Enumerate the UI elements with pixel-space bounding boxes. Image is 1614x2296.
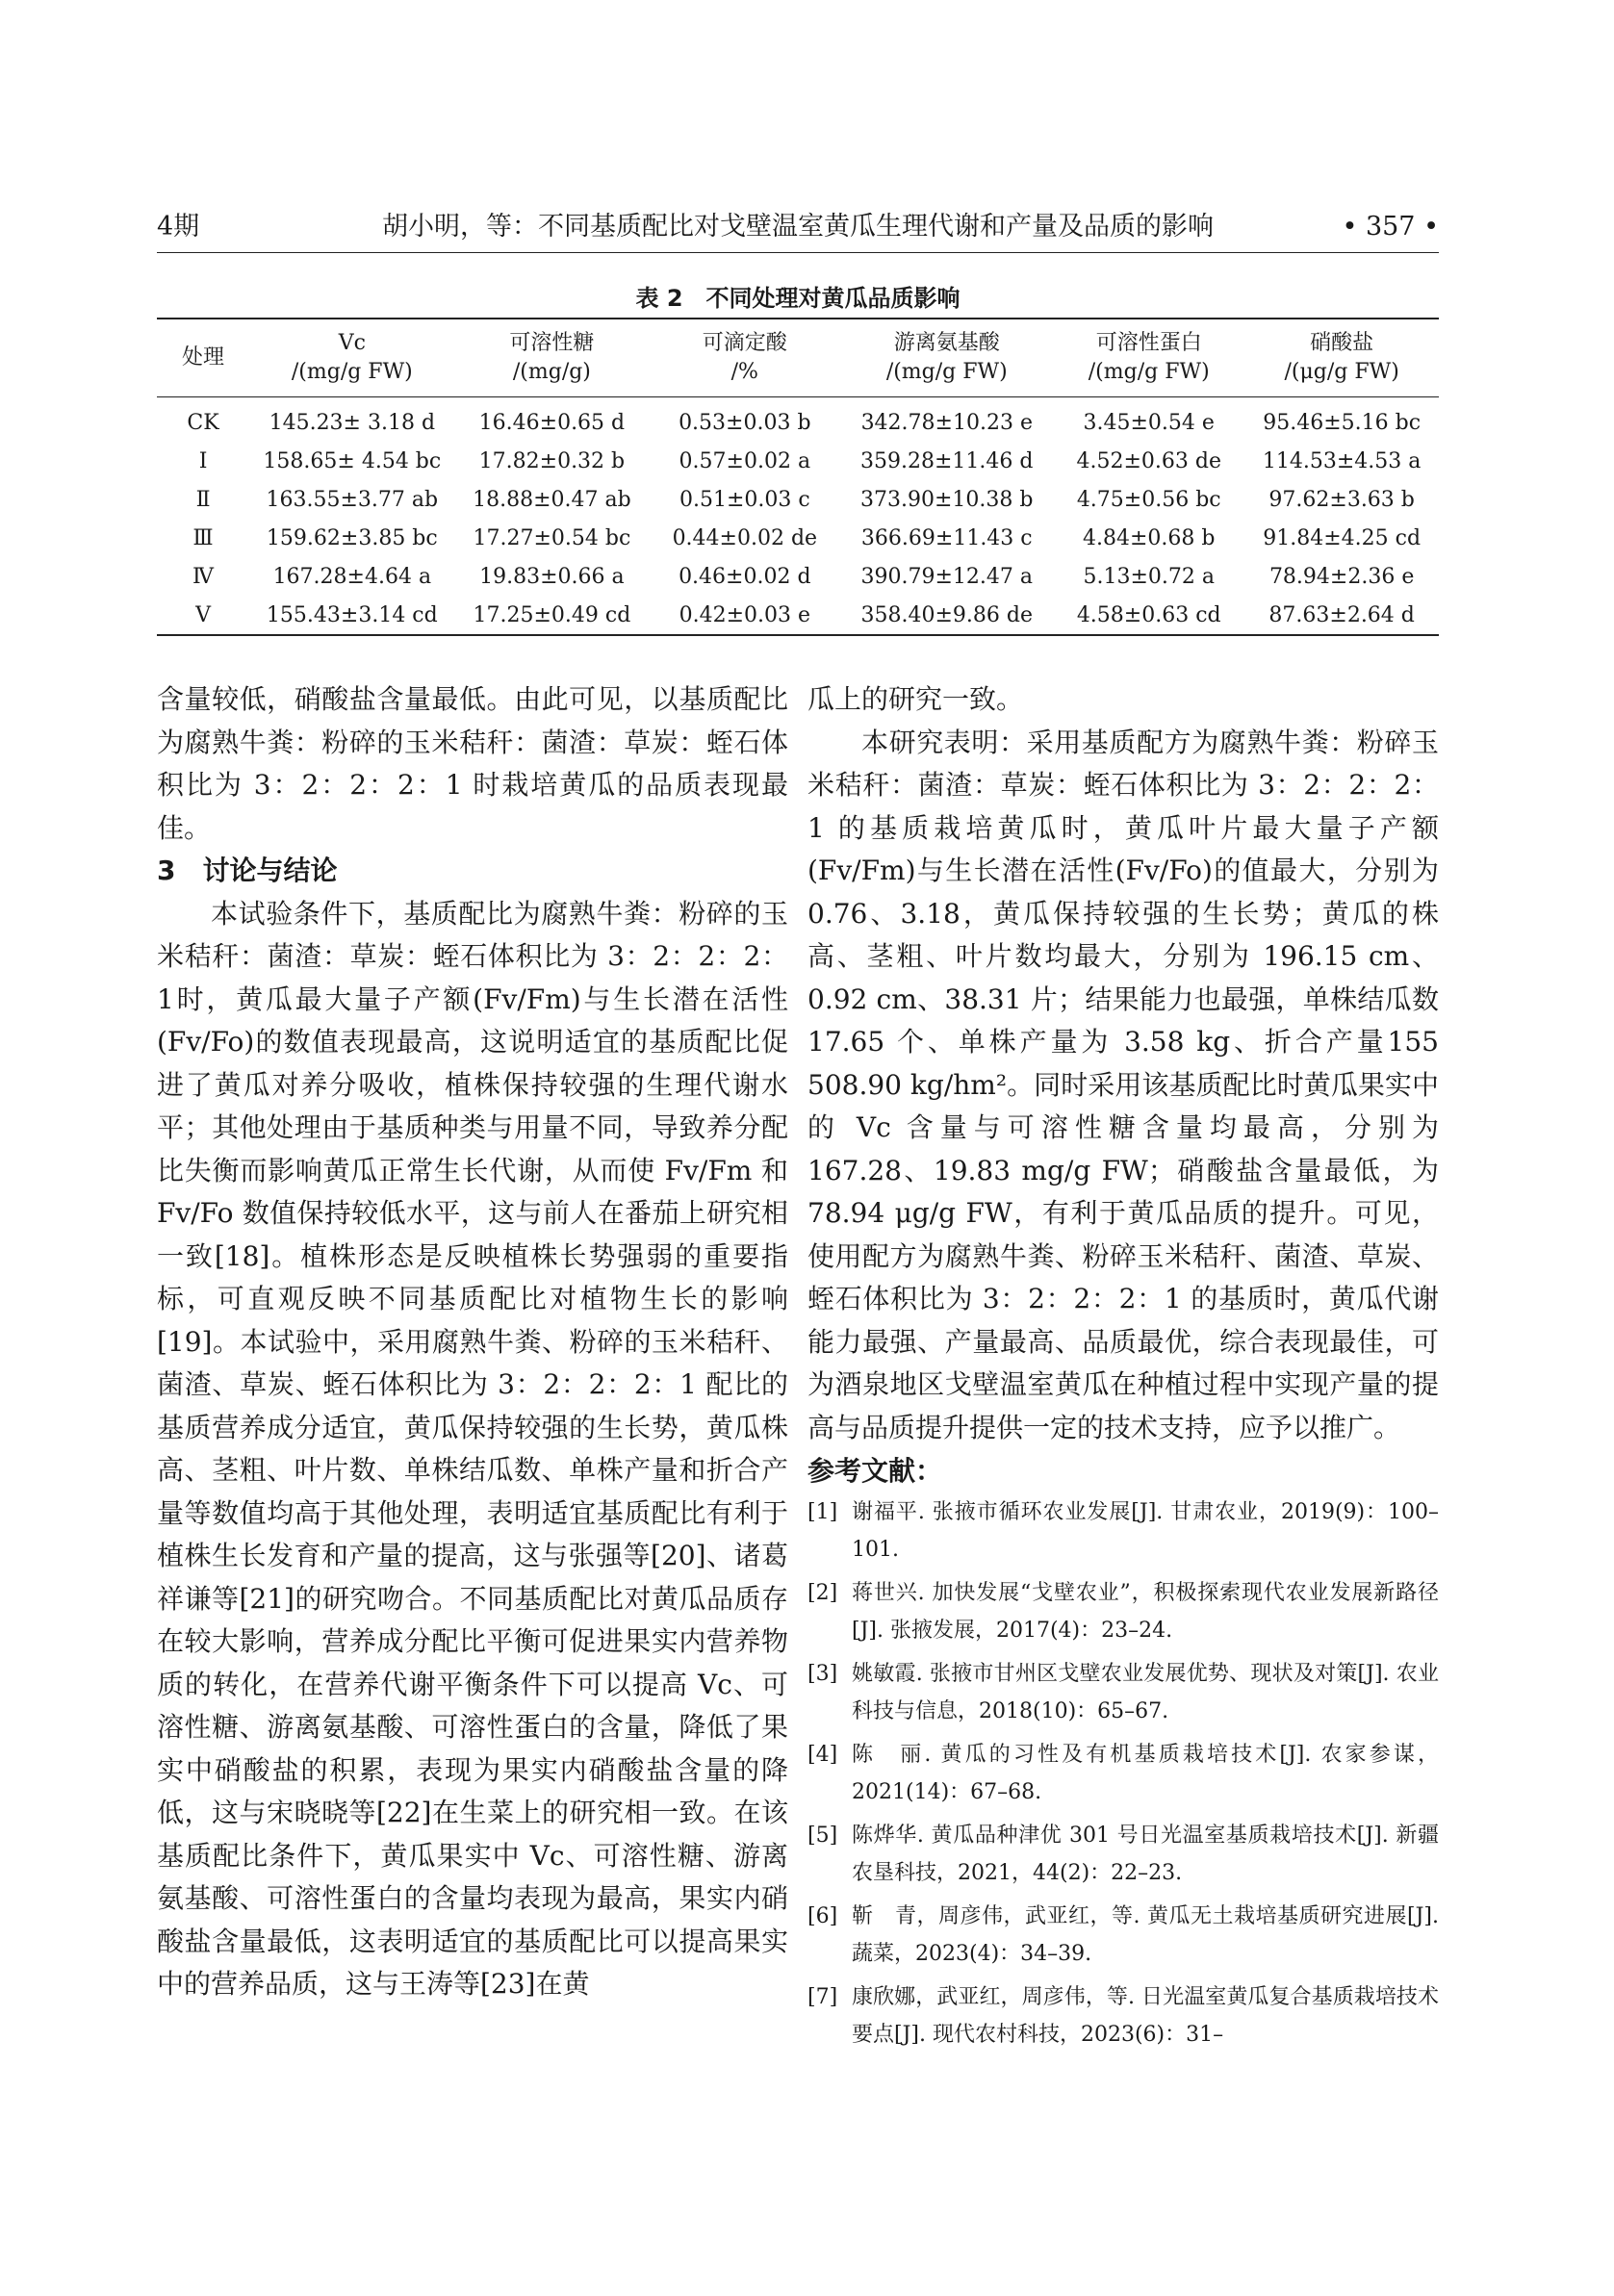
table-title: 表 2 不同处理对黄瓜品质影响 [635, 285, 961, 312]
header-cell: 处理 [157, 319, 249, 397]
header-rule [157, 252, 1439, 253]
reference-item: [4] 陈 丽. 黄瓜的习性及有机基质栽培技术[J]. 农家参谋，2021(14)：67–68. [807, 1743, 1439, 1804]
table-cell: 390.79±12.47 a [860, 564, 1034, 589]
paragraph: 含量较低，硝酸盐含量最低。由此可见，以基质配比为腐熟牛粪：粉碎的玉米秸秆：菌渣：草炭：蛭石体积比为 3：2：2：2：1 时栽培黄瓜的品质表现最佳。 [157, 683, 788, 844]
header-cell: 可滴定酸 /% [649, 319, 840, 397]
header-cell: 硝酸盐 /(μg/g FW) [1244, 319, 1439, 397]
header-cell: 游离氨基酸 /(mg/g FW) [840, 319, 1053, 397]
table-cell: 95.46±5.16 bc [1263, 410, 1422, 435]
references-heading: 参考文献： [807, 1455, 943, 1487]
reference-item: [1] 谢福平. 张掖市循环农业发展[J]. 甘肃农业，2019(9)：100–101. [807, 1500, 1439, 1562]
table-cell: 358.40±9.86 de [860, 602, 1034, 627]
table-cell: 17.25±0.49 cd [473, 602, 631, 627]
header-cell: Vc /(mg/g FW) [249, 319, 454, 397]
table-cell: 366.69±11.43 c [860, 525, 1033, 550]
table-cell: 342.78±10.23 e [860, 410, 1033, 435]
header-cell: 可溶性蛋白 /(mg/g FW) [1053, 319, 1244, 397]
quality-table [157, 318, 1439, 636]
table-cell: 4.52±0.63 de [1076, 448, 1221, 473]
section-heading: 3 讨论与结论 [157, 855, 338, 886]
table-row [157, 397, 1439, 443]
table-cell: 3.45±0.54 e [1083, 410, 1215, 435]
table-cell: 4.58±0.63 cd [1076, 602, 1221, 627]
table-cell: 5.13±0.72 a [1083, 564, 1215, 589]
page-number: • 357 • [1342, 212, 1439, 242]
reference-item: [2] 蒋世兴. 加快发展“戈壁农业”，积极探索现代农业发展新路径[J]. 张掖发展，2017(4)：23–24. [807, 1581, 1439, 1643]
table-cell: 4.75±0.56 bc [1076, 487, 1221, 512]
table-row [157, 596, 1439, 635]
table-cell: 167.28±4.64 a [272, 564, 432, 589]
left-column [157, 678, 788, 2006]
table-cell: 97.62±3.63 b [1268, 487, 1415, 512]
table-cell: 19.83±0.66 a [479, 564, 625, 589]
table-cell: 0.42±0.03 e [679, 602, 811, 627]
table-cell: 18.88±0.47 ab [473, 487, 631, 512]
table-row [157, 557, 1439, 596]
table-header-row [157, 319, 1439, 397]
reference-item: [6] 靳 青，周彦伟，武亚红，等. 黄瓜无土栽培基质研究进展[J]. 蔬菜，2023(4)：34–39. [807, 1904, 1439, 1966]
table-cell: Ⅰ [198, 448, 208, 473]
issue-number: 4期 [157, 212, 200, 242]
table-cell: 145.23± 3.18 d [269, 410, 436, 435]
table-cell: 373.90±10.38 b [860, 487, 1034, 512]
table-cell: 4.84±0.68 b [1082, 525, 1216, 550]
table-cell: 78.94±2.36 e [1268, 564, 1415, 589]
table-cell: 0.44±0.02 de [672, 525, 818, 550]
table-cell: 87.63±2.64 d [1268, 602, 1415, 627]
table-cell: Ⅲ [192, 525, 214, 550]
running-title: 胡小明，等：不同基质配比对戈壁温室黄瓜生理代谢和产量及品质的影响 [382, 212, 1214, 242]
table-cell: 155.43±3.14 cd [266, 602, 438, 627]
table-cell: 0.51±0.03 c [679, 487, 810, 512]
table-cell: Ⅴ [195, 602, 211, 627]
table-cell: 0.53±0.03 b [679, 410, 811, 435]
reference-item: [7] 康欣娜，武亚红，周彦伟，等. 日光温室黄瓜复合基质栽培技术要点[J]. 现代农村科技，2023(6)：31– [807, 1985, 1439, 2047]
paragraph: 本试验条件下，基质配比为腐熟牛粪：粉碎的玉米秸秆：菌渣：草炭：蛭石体积比为 3：2：2：2：1时，黄瓜最大量子产额(Fv/Fm)与生长潜在活性(Fv/Fo)的数值表现最高，这说明适宜的基质配比促进了黄瓜对养分吸收，植株保持较强的生理代谢水平；其他处理由于基质种类与用量不同，导致养分配比失衡而影响黄瓜正常生长代谢，从而使 Fv/Fm 和 Fv/Fo 数值保持较低水平，这与前人在番茄上研究相一致[18]。植株形态是反映植株长势强弱的重要指标，可直观反映不同基质配比对植物生长的影响[19]。本试验中，采用腐熟牛粪、粉碎的玉米秸秆、菌渣、草炭、蛭石体积比为 3：2：2：2：1 配比的基质营养成分适宜，黄瓜保持较强的生长势，黄瓜株高、茎粗、叶片数、单株结瓜数、单株产量和折合产量等数值均高于其他处理，表明适宜基质配比有利于植株生长发育和产量的提高，这与张强等[20]、诸葛祥谦等[21]的研究吻合。不同基质配比对黄瓜品质存在较大影响，营养成分配比平衡可促进果实内营养物质的转化，在营养代谢平衡条件下可以提高 Vc、可溶性糖、游离氨基酸、可溶性蛋白的含量，降低了果实中硝酸盐的积累，表现为果实内硝酸盐含量的降低，这与宋晓晓等[22]在生菜上的研究相一致。在该基质配比条件下，黄瓜果实中 Vc、可溶性糖、游离氨基酸、可溶性蛋白的含量均表现为最高，果实内硝酸盐含量最低，这表明适宜的基质配比可以提高果实中的营养品质，这与王涛等[23]在黄 [157, 897, 788, 2000]
table-row [157, 442, 1439, 480]
table-cell: 158.65± 4.54 bc [263, 448, 442, 473]
table-cell: Ⅱ [195, 487, 211, 512]
table-cell: 159.62±3.85 bc [266, 525, 438, 550]
table-cell: 16.46±0.65 d [478, 410, 626, 435]
table-cell: 359.28±11.46 d [860, 448, 1034, 473]
table-cell: 114.53±4.53 a [1262, 448, 1422, 473]
right-column [807, 678, 1439, 2059]
reference-item: [3] 姚敏霞. 张掖市甘州区戈壁农业发展优势、现状及对策[J]. 农业科技与信息，2018(10)：65–67. [807, 1662, 1439, 1723]
table-cell: Ⅳ [192, 564, 215, 589]
table-cell: 91.84±4.25 cd [1263, 525, 1422, 550]
running-header [157, 208, 1439, 246]
table-cell: 17.82±0.32 b [478, 448, 626, 473]
table-row [157, 519, 1439, 557]
reference-item: [5] 陈烨华. 黄瓜品种津优 301 号日光温室基质栽培技术[J]. 新疆农垦科技，2021，44(2)：22–23. [807, 1824, 1439, 1885]
paragraph: 瓜上的研究一致。 [807, 683, 1024, 715]
table-cell: 0.57±0.02 a [679, 448, 811, 473]
table-row [157, 480, 1439, 519]
header-cell: 可溶性糖 /(mg/g) [455, 319, 650, 397]
table-cell: 163.55±3.77 ab [266, 487, 439, 512]
table-cell: CK [187, 410, 219, 435]
paragraph: 本研究表明：采用基质配方为腐熟牛粪：粉碎玉米秸秆：菌渣：草炭：蛭石体积比为 3：2：2：2：1 的基质栽培黄瓜时，黄瓜叶片最大量子产额(Fv/Fm)与生长潜在活性(Fv/Fo)的值最大，分别为0.76、3.18，黄瓜保持较强的生长势；黄瓜的株高、茎粗、叶片数均最大，分别为 196.15 cm、0.92 cm、38.31 片；结果能力也最强，单株结瓜数 17.65 个、单株产量为 3.58 kg、折合产量155 508.90 kg/hm²。同时采用该基质配比时黄瓜果实中的 Vc 含量与可溶性糖含量均最高，分别为 167.28、19.83 mg/g FW；硝酸盐含量最低，为 78.94 μg/g FW，有利于黄瓜品质的提升。可见，使用配方为腐熟牛粪、粉碎玉米秸秆、菌渣、草炭、蛭石体积比为 3：2：2：2：1 的基质时，黄瓜代谢能力最强、产量最高、品质最优，综合表现最佳，可为酒泉地区戈壁温室黄瓜在种植过程中实现产量的提高与品质提升提供一定的技术支持，应予以推广。 [807, 726, 1439, 1443]
table-cell: 0.46±0.02 d [679, 564, 811, 589]
table-cell: 17.27±0.54 bc [473, 525, 631, 550]
